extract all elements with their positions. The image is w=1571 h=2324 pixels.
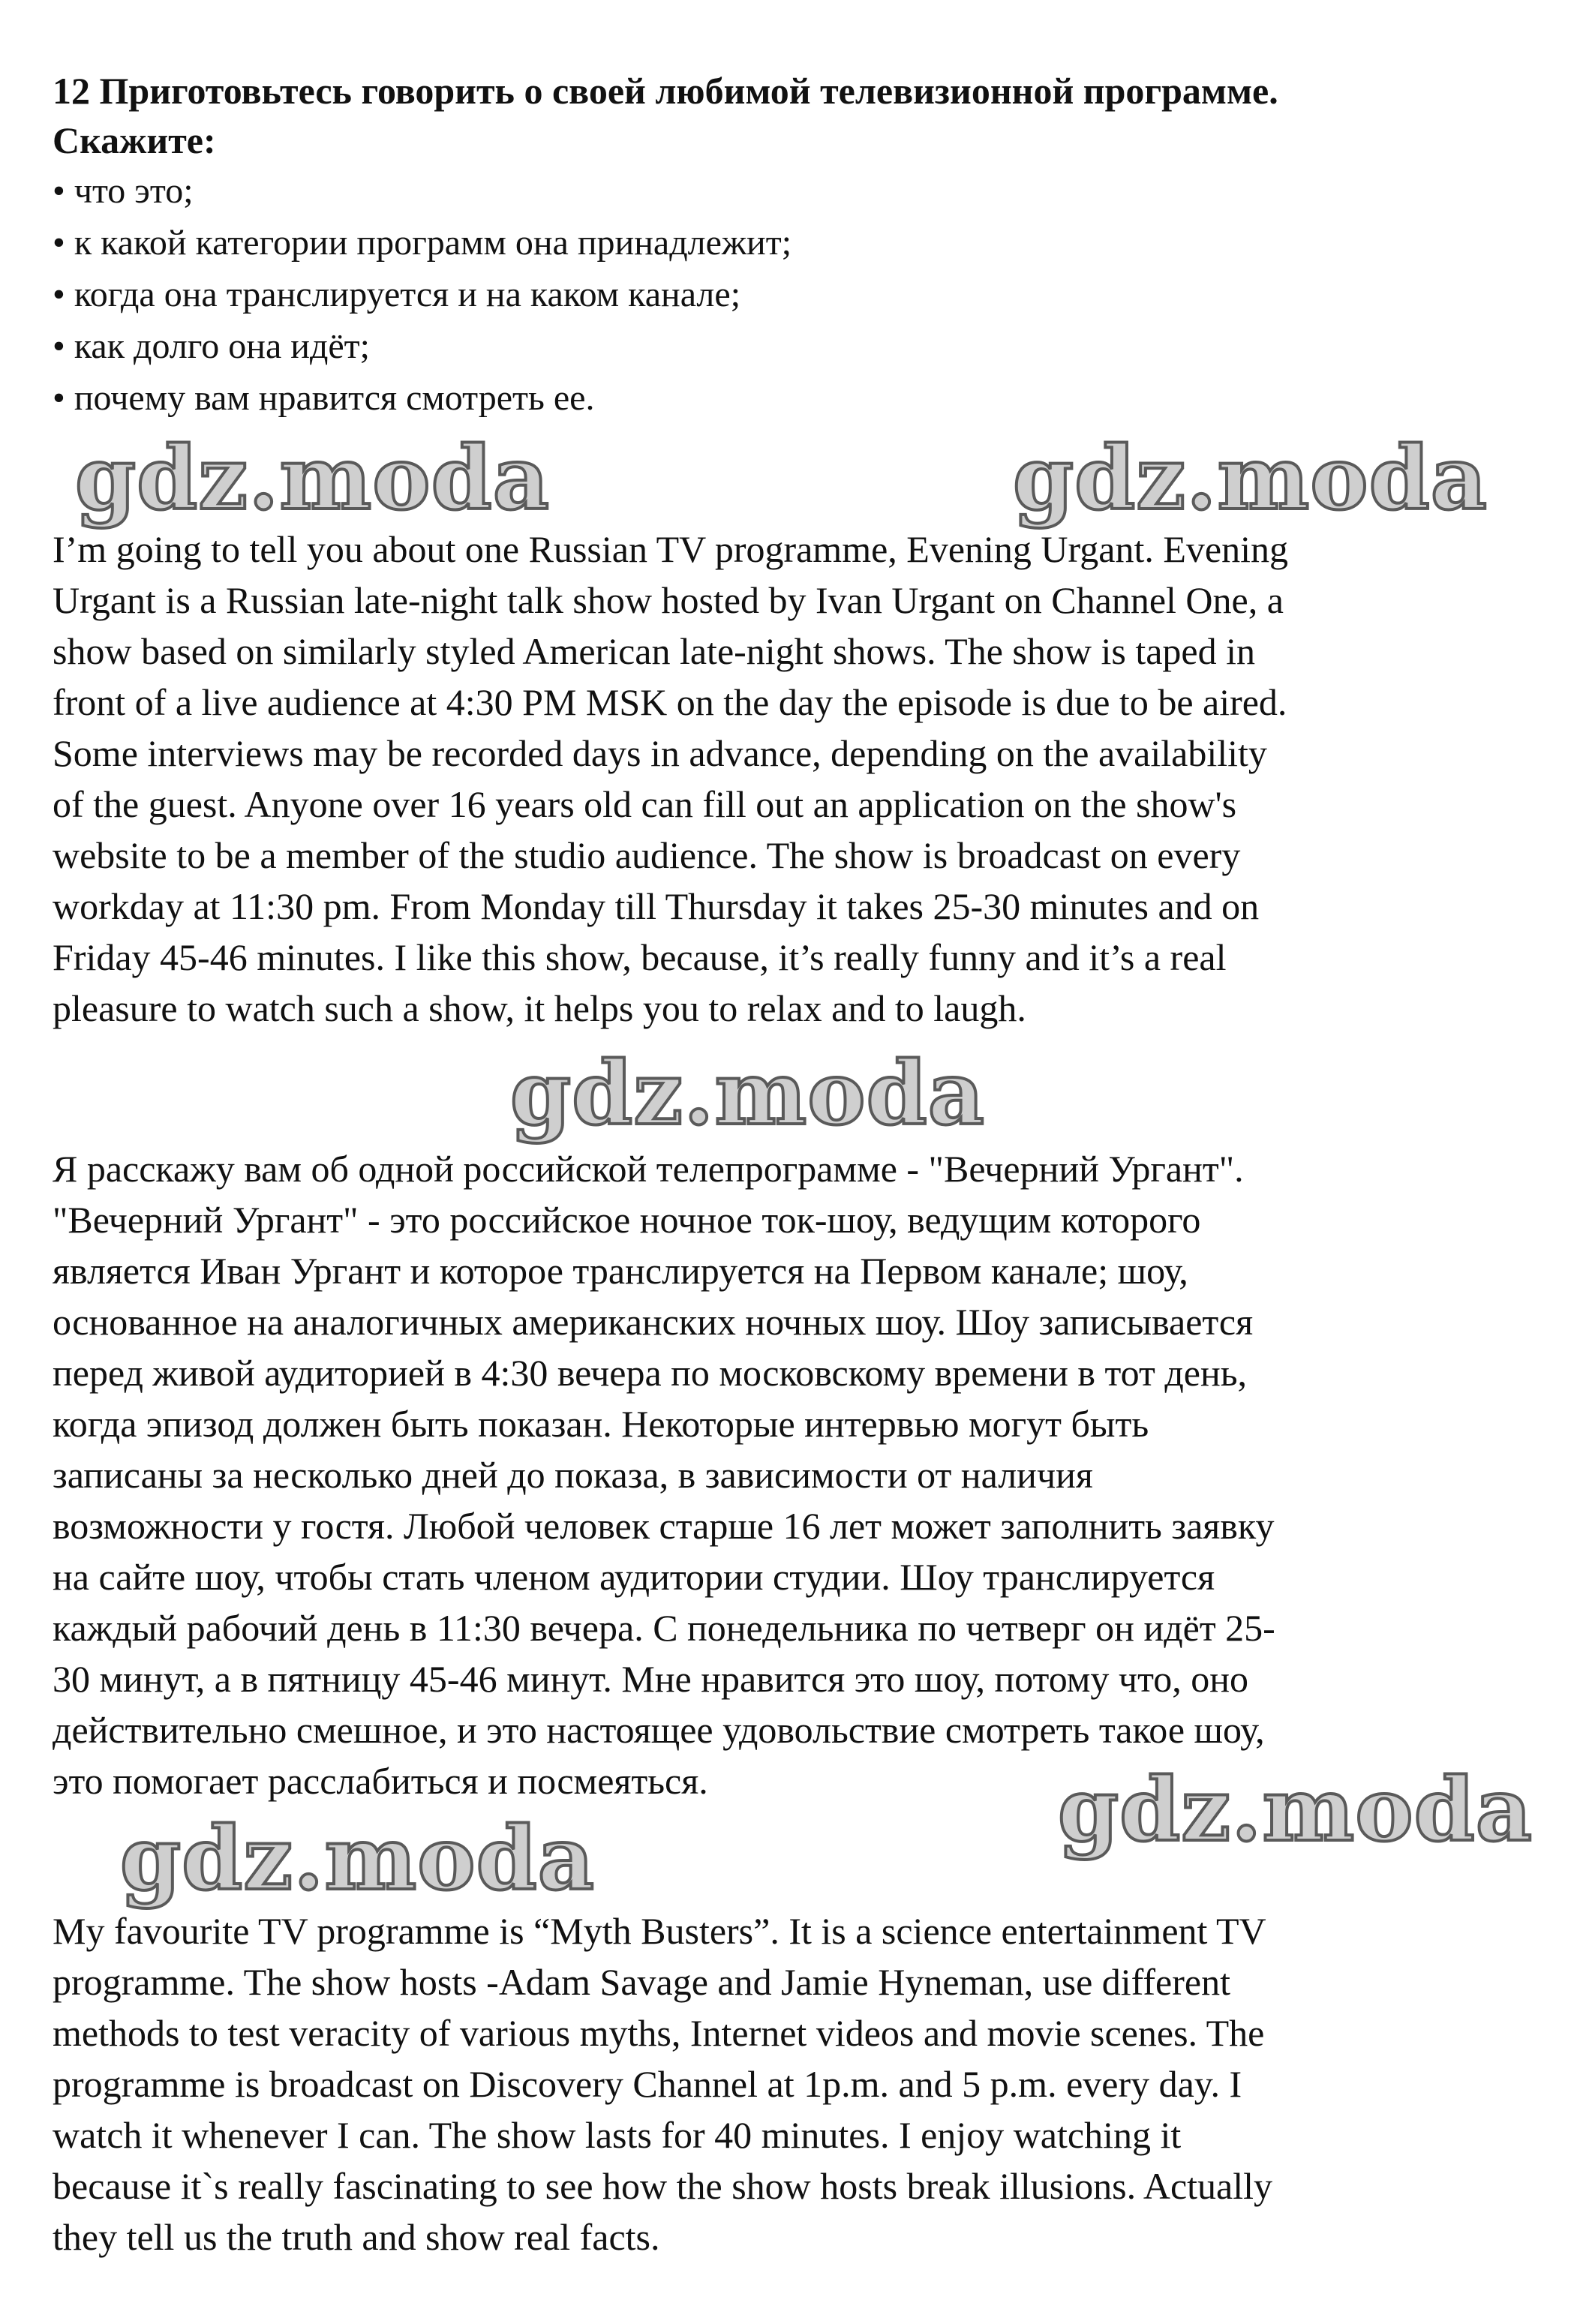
task-item: • что это; [53, 165, 1523, 217]
answer-english-myth-busters [53, 1905, 1538, 2262]
task-item: • когда она транслируется и на каком канале; [53, 269, 1523, 320]
answer-english-evening-urgant [53, 524, 1538, 1034]
task-heading: 12 Приготовьтесь говорить о своей любимой телевизионной программе. [53, 70, 1278, 112]
task-item: • как долго она идёт; [53, 320, 1523, 372]
watermark-logo: gdz.moda [120, 1808, 595, 1910]
watermark-logo: gdz.moda [510, 1043, 985, 1145]
task-list [53, 165, 1523, 424]
task-item: • к какой категории программ она принадлежит; [53, 217, 1523, 269]
watermark-logo: gdz.moda [75, 428, 550, 530]
task-block [53, 66, 1523, 424]
answer-paragraph: Я расскажу вам об одной российской телепрограмме - "Вечерний Ургант". "Вечерний Ургант" - это российское ночное ток-шоу, ведущим которого является Иван Ургант и которое транслируется на Первом канале; шоу, основанное на аналогичных американских ночных шоу. Шоу записывается перед живой аудиторией в 4:30 вечера по московскому времени в тот день, когда эпизод должен быть показан. Некоторые интервью могут быть записаны за несколько дней до показа, в зависимости от наличия возможности у гостя. Любой человек старше 16 лет может заполнить заявку на сайте шоу, чтобы стать членом аудитории студии. Шоу транслируется каждый рабочий день в 11:30 вечера. С понедельника по четверг он идёт 25- 30 минут, а в пятницу 45-46 минут. Мне нравится это шоу, потому что, оно действительно смешное, и это настоящее удовольствие смотреть такое шоу, это помогает расслабиться и посмеяться. [53, 1148, 1275, 1802]
task-subheading: Скажите: [53, 119, 216, 161]
watermark-logo: gdz.moda [1058, 1759, 1533, 1861]
answer-russian-evening-urgant [53, 1143, 1538, 1806]
answer-paragraph: My favourite TV programme is “Myth Busters”. It is a science entertainment TV programme. The show hosts -Adam Savage and Jamie Hyneman, use different methods to test veracity of various myths, Internet videos and movie scenes. The programme is broadcast on Discovery Channel at 1p.m. and 5 p.m. every day. I watch it whenever I can. The show lasts for 40 minutes. I enjoy watching it because it`s really fascinating to see how the show hosts break illusions. Actually they tell us the truth and show real facts. [53, 1910, 1273, 2258]
task-item: • почему вам нравится смотреть ее. [53, 372, 1523, 424]
answer-paragraph: I’m going to tell you about one Russian TV programme, Evening Urgant. Evening Urgant is a Russian late-night talk show hosted by Ivan Urgant on Channel One, a show based on similarly styled American late-night shows. The show is taped in front of a live audience at 4:30 PM MSK on the day the episode is due to be aired. Some interviews may be recorded days in advance, depending on the availability of the guest. Anyone over 16 years old can fill out an application on the show's website to be a member of the studio audience. The show is broadcast on every workday at 11:30 pm. From Monday till Thursday it takes 25-30 minutes and on Friday 45-46 minutes. I like this show, because, it’s really funny and it’s a real pleasure to watch such a show, it helps you to relax and to laugh. [53, 528, 1288, 1029]
watermark-logo: gdz.moda [1013, 428, 1488, 530]
